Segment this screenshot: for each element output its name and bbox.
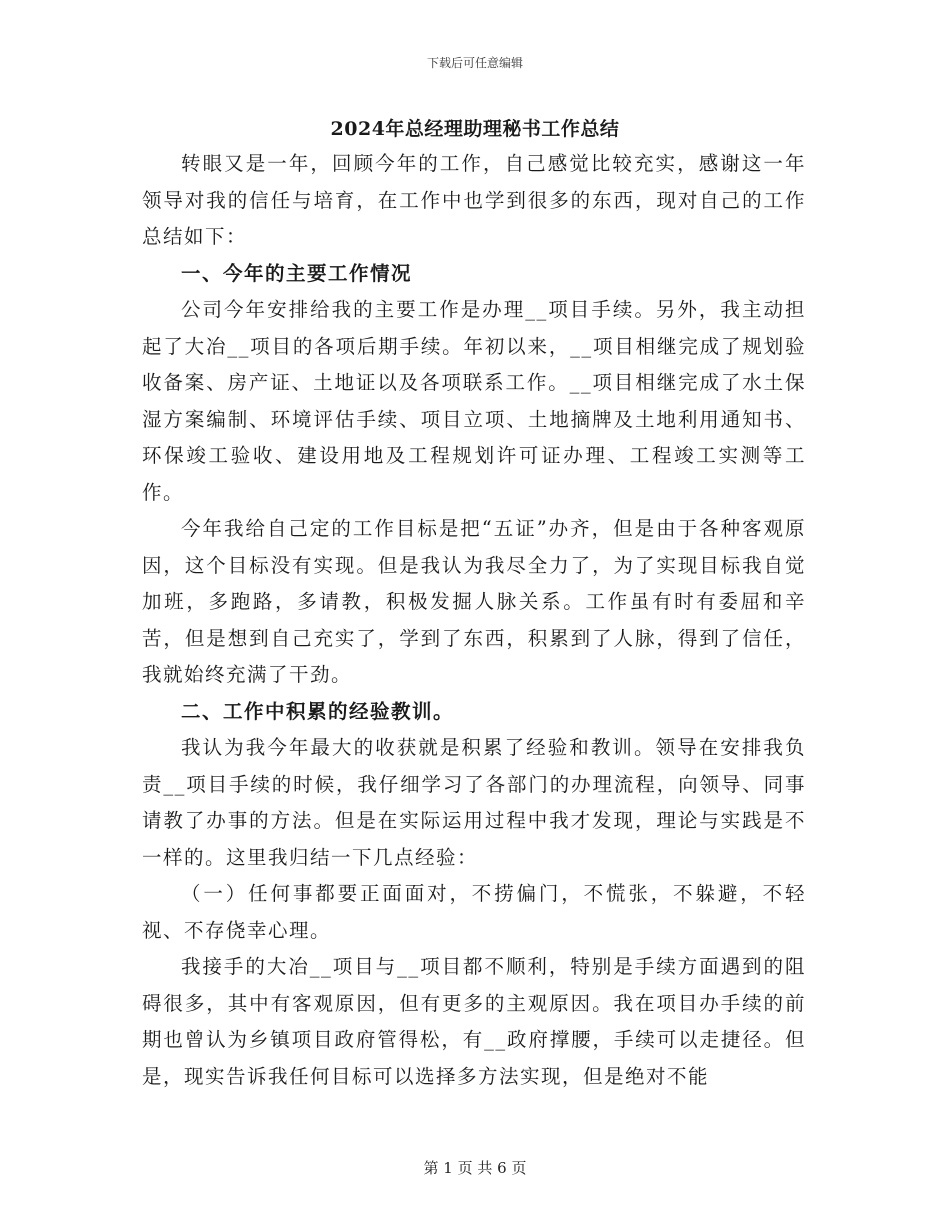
- document-body: [142, 146, 806, 1095]
- paragraph-intro: 转眼又是一年，回顾今年的工作，自己感觉比较充实，感谢这一年领导对我的信任与培育，在工作中也学到很多的东西，现对自己的工作总结如下：: [142, 152, 806, 248]
- document-title: 2024年总经理助理秘书工作总结: [330, 118, 620, 140]
- section-heading-2: 二、工作中积累的经验教训。: [181, 699, 455, 723]
- paragraph-main-work: 公司今年安排给我的主要工作是办理__项目手续。另外，我主动担起了大冶__项目的各项后期手续。年初以来，__项目相继完成了规划验收备案、房产证、土地证以及各项联系工作。__项目相继完成了水土保湿方案编制、环境评估手续、项目立项、土地摘牌及土地利用通知书、环保竣工验收、建设用地及工程规划许可证办理、工程竣工实测等工作。: [142, 298, 806, 504]
- paragraph-point-1: （一）任何事都要正面面对，不捞偏门，不慌张，不躲避，不轻视、不存侥幸心理。: [142, 882, 806, 942]
- paragraph-goals: 今年我给自己定的工作目标是把“五证”办齐，但是由于各种客观原因，这个目标没有实现。但是我认为我尽全力了，为了实现目标我自觉加班，多跑路，多请教，积极发掘人脉关系。工作虽有时有委屈和辛苦，但是想到自己充实了，学到了东西，积累到了人脉，得到了信任，我就始终充满了干劲。: [142, 517, 806, 686]
- paragraph-experience: 我认为我今年最大的收获就是积累了经验和教训。领导在安排我负责__项目手续的时候，我仔细学习了各部门的办理流程，向领导、同事请教了办事的方法。但是在实际运用过程中我才发现，理论与实践是不一样的。这里我归结一下几点经验：: [142, 736, 806, 869]
- page-footer: 第 1 页 共 6 页: [423, 1159, 527, 1177]
- section-heading-1: 一、今年的主要工作情况: [181, 261, 413, 285]
- page-header: 下载后可任意编辑: [426, 56, 523, 70]
- paragraph-projects: 我接手的大冶__项目与__项目都不顺利，特别是手续方面遇到的阻碍很多，其中有客观原因，但有更多的主观原因。我在项目办手续的前期也曾认为乡镇项目政府管得松，有__政府撑腰，手续可以走捷径。但是，现实告诉我任何目标可以选择多方法实现，但是绝对不能: [142, 955, 806, 1088]
